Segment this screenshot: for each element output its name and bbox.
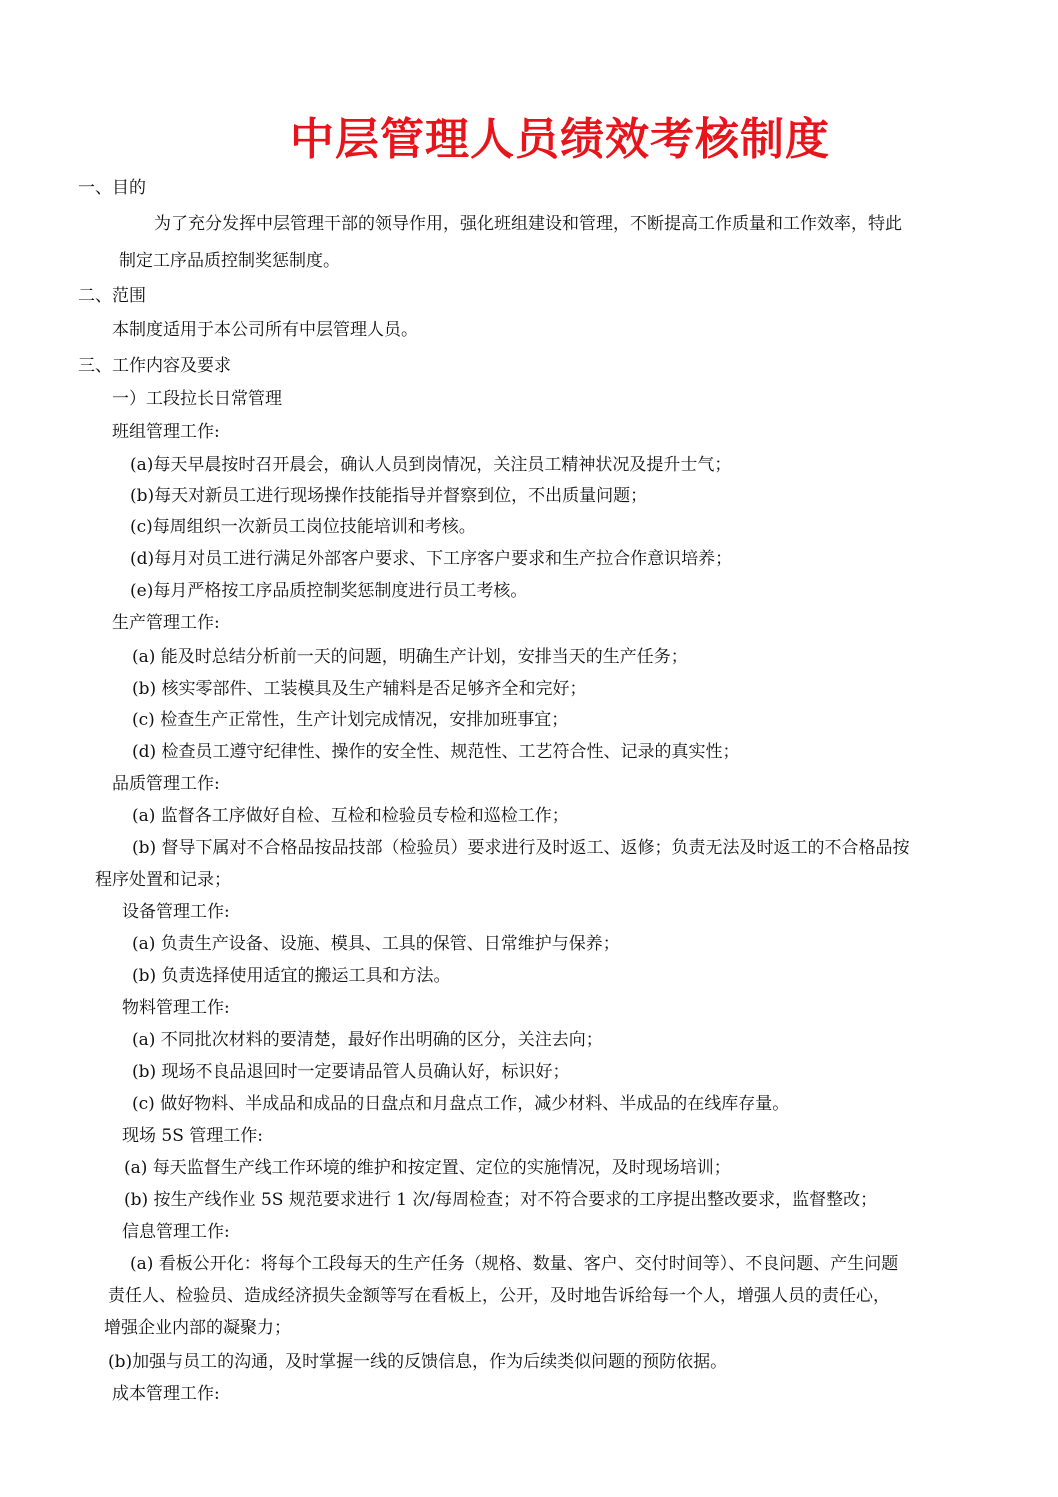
list-item: (a)每天早晨按时召开晨会，确认人员到岗情况，关注员工精神状况及提升士气；: [130, 455, 732, 475]
category-heading: 生产管理工作:: [112, 613, 220, 633]
list-item: (d)每月对员工进行满足外部客户要求、下工序客户要求和生产拉合作意识培养；: [130, 549, 733, 569]
category-heading: 物料管理工作:: [122, 998, 230, 1018]
list-item: (e)每月严格按工序品质控制奖惩制度进行员工考核。: [130, 581, 528, 601]
list-item: (a) 每天监督生产线工作环境的维护和按定置、定位的实施情况，及时现场培训；: [124, 1158, 731, 1178]
paragraph-line: 本制度适用于本公司所有中层管理人员。: [112, 320, 418, 340]
list-item: (a) 监督各工序做好自检、互检和检验员专检和巡检工作；: [132, 806, 569, 826]
category-heading: 现场 5S 管理工作:: [122, 1126, 263, 1146]
list-item: (b) 核实零部件、工装模具及生产辅料是否足够齐全和完好；: [132, 679, 587, 699]
list-item: (c) 做好物料、半成品和成品的日盘点和月盘点工作，减少材料、半成品的在线库存量。: [132, 1094, 790, 1114]
list-item: (d) 检查员工遵守纪律性、操作的安全性、规范性、工艺符合性、记录的真实性；: [132, 742, 740, 762]
list-item-continuation: 程序处置和记录；: [95, 870, 231, 890]
list-item-continuation: 增强企业内部的凝聚力；: [104, 1318, 291, 1338]
list-item: (b) 按生产线作业 5S 规范要求进行 1 次/每周检查；对不符合要求的工序提出整改要求，监督整改；: [124, 1190, 878, 1210]
list-item: (c)每周组织一次新员工岗位技能培训和考核。: [130, 517, 476, 537]
list-item-continuation: 责任人、检验员、造成经济损失金额等写在看板上，公开，及时地告诉给每一个人，增强人员的责任心，: [108, 1286, 890, 1306]
section-heading-work-content: 三、工作内容及要求: [78, 356, 231, 376]
list-item: (a) 不同批次材料的要清楚，最好作出明确的区分，关注去向；: [132, 1030, 603, 1050]
section-heading-purpose: 一、目的: [78, 178, 146, 198]
category-heading: 班组管理工作:: [112, 422, 220, 442]
list-item: (b)每天对新员工进行现场操作技能指导并督察到位，不出质量问题；: [130, 486, 648, 506]
list-item: (a) 能及时总结分析前一天的问题，明确生产计划，安排当天的生产任务；: [132, 647, 688, 667]
list-item: (c) 检查生产正常性，生产计划完成情况，安排加班事宜；: [132, 710, 569, 730]
list-item: (b) 现场不良品退回时一定要请品管人员确认好，标识好；: [132, 1062, 570, 1082]
category-heading: 信息管理工作:: [122, 1222, 230, 1242]
list-item: (b) 督导下属对不合格品按品技部（检验员）要求进行及时返工、返修；负责无法及时返工的不合格品按: [132, 838, 910, 858]
category-heading: 品质管理工作:: [112, 774, 220, 794]
paragraph-line: 为了充分发挥中层管理干部的领导作用，强化班组建设和管理，不断提高工作质量和工作效率，特此: [154, 214, 902, 234]
list-item: (a) 负责生产设备、设施、模具、工具的保管、日常维护与保养；: [132, 934, 620, 954]
category-heading: 设备管理工作:: [122, 902, 230, 922]
paragraph-line: 制定工序品质控制奖惩制度。: [119, 251, 340, 271]
list-item: (b) 负责选择使用适宜的搬运工具和方法。: [132, 966, 451, 986]
list-item: (b)加强与员工的沟通，及时掌握一线的反馈信息，作为后续类似问题的预防依据。: [108, 1352, 728, 1372]
subsection-heading: 一）工段拉长日常管理: [112, 389, 282, 409]
list-item: (a) 看板公开化：将每个工段每天的生产任务（规格、数量、客户、交付时间等）、不良问题、产生问题: [130, 1254, 899, 1274]
category-heading: 成本管理工作:: [112, 1384, 220, 1404]
document-title: 中层管理人员绩效考核制度: [290, 114, 830, 165]
section-heading-scope: 二、范围: [78, 286, 146, 306]
